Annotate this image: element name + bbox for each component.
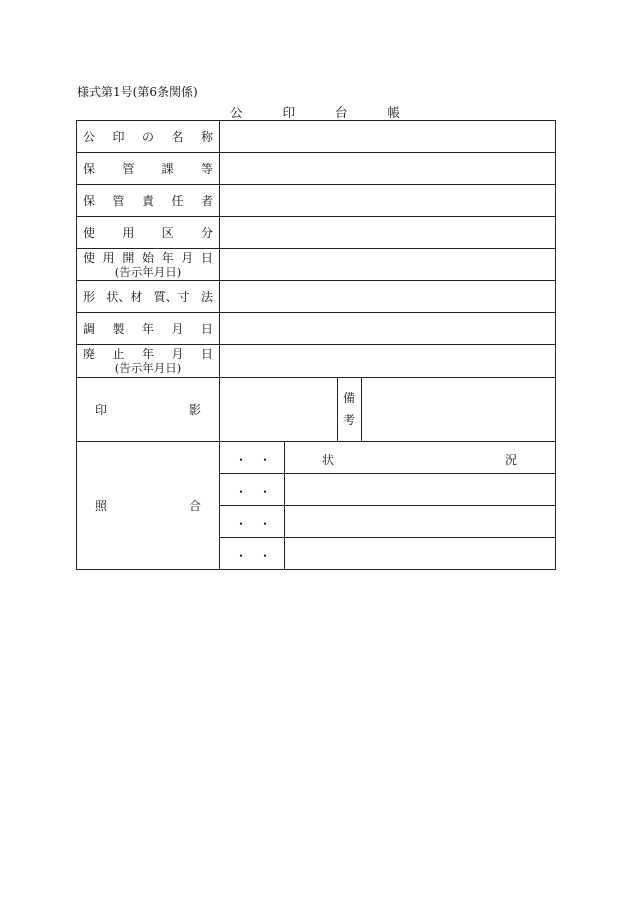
title-char: 帳 (387, 105, 400, 120)
row-divider (219, 505, 555, 506)
label-custody-section: 保 管 課 等 (83, 162, 213, 176)
seal-register-table (76, 120, 556, 570)
document-title (230, 103, 400, 121)
label-collation: 照 合 (95, 499, 201, 513)
row-divider (219, 537, 555, 538)
title-char: 台 (334, 105, 348, 120)
label-manufacture-date: 調 製 年 月 日 (83, 322, 213, 336)
date-placeholder: ・ ・ (235, 453, 271, 467)
label-column-divider (219, 121, 220, 569)
title-char: 公 (230, 105, 243, 120)
label-seal-name: 公 印 の 名 称 (83, 130, 213, 144)
date-placeholder: ・ ・ (235, 549, 271, 563)
title-char: 印 (282, 105, 295, 120)
label-remarks: 備 考 (342, 391, 355, 427)
label-usage-category: 使 用 区 分 (83, 226, 213, 240)
date-column-divider (284, 441, 285, 569)
form-number-label: 様式第1号(第6条関係) (77, 85, 198, 99)
remarks-divider-right (361, 377, 362, 441)
date-placeholder: ・ ・ (235, 517, 271, 531)
label-shape-material-size: 形 状、材 質、寸 法 (83, 290, 213, 304)
row-divider (219, 473, 555, 474)
date-placeholder: ・ ・ (235, 485, 271, 499)
label-usage-start-date: 使 用 開 始 年 月 日 (告示年月日) (83, 250, 213, 279)
remarks-divider-left (337, 377, 338, 441)
label-imprint: 印 影 (95, 403, 201, 417)
label-custodian: 保 管 責 任 者 (83, 194, 213, 208)
label-abolition-date: 廃 止 年 月 日 (告示年月日) (83, 347, 213, 375)
status-header: 状 況 (322, 453, 517, 467)
